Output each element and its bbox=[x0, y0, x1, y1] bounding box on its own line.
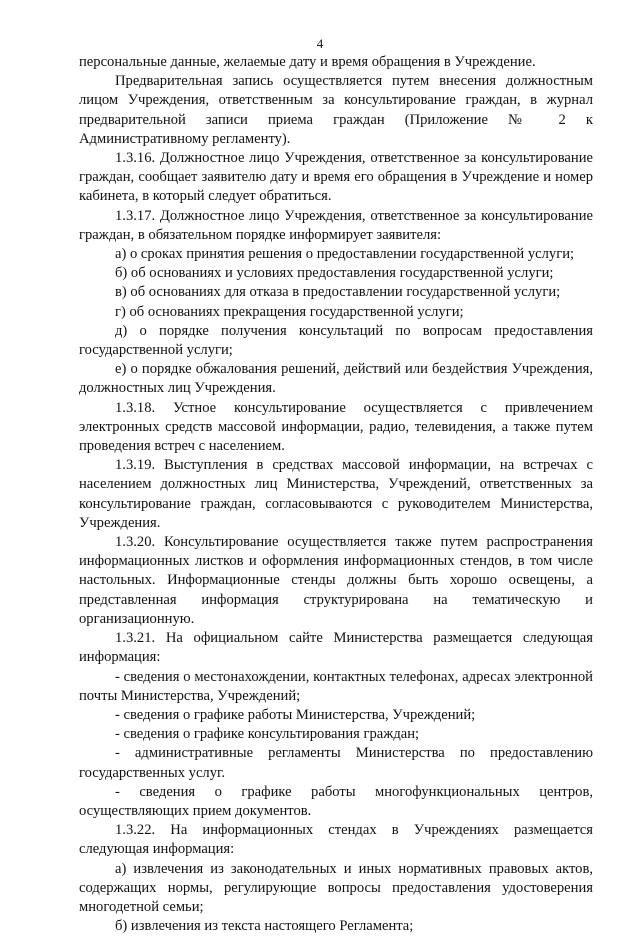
list-item: - сведения о графике консультирования граждан; bbox=[115, 726, 420, 743]
paragraph: 1.3.19. Выступления в средствах массовой информации, на встречах с населением должностных лиц Министерства, Учреждений, ответственных за консультирование граждан, согласовываются с руководителем Министерства, Учреждения. bbox=[79, 457, 593, 531]
paragraph: 1.3.20. Консультирование осуществляется также путем распространения информационных листков и оформления информационных стендов, в том числе настольных. Информационные стенды должны быть хорошо освещены, а представленная информация структурирована на тематическую и организационную. bbox=[79, 534, 593, 627]
page-number: 4 bbox=[316, 36, 324, 51]
list-item: е) о порядке обжалования решений, действий или бездействия Учреждения, должностных лиц Учреждения. bbox=[79, 361, 593, 397]
list-item: - сведения о графике работы Министерства, Учреждений; bbox=[115, 706, 476, 723]
list-item: - административные регламенты Министерства по предоставлению государственных услуг. bbox=[79, 745, 593, 781]
list-item: а) о сроках принятия решения о предоставлении государственной услуги; bbox=[115, 246, 575, 263]
paragraph: 1.3.22. На информационных стендах в Учреждениях размещается следующая информация: bbox=[79, 822, 593, 858]
list-item: б) об основаниях и условиях предоставления государственной услуги; bbox=[115, 265, 554, 282]
paragraph: 1.3.16. Должностное лицо Учреждения, ответственное за консультирование граждан, сообщает заявителю дату и время его обращения в Учреждение и номер кабинета, в который следует обратиться. bbox=[79, 150, 593, 205]
list-item: - сведения о местонахождении, контактных телефонах, адресах электронной почты Министерства, Учреждений; bbox=[79, 668, 593, 704]
paragraph: Предварительная запись осуществляется путем внесения должностным лицом Учреждения, ответственным за консультирование граждан, в журнал предварительной записи приема граждан (Приложение № 2 к Административному регламенту). bbox=[79, 73, 593, 147]
paragraph: 1.3.17. Должностное лицо Учреждения, ответственное за консультирование граждан, в обязательном порядке информирует заявителя: bbox=[79, 207, 593, 243]
document-body bbox=[79, 53, 593, 936]
list-item: - сведения о графике работы многофункциональных центров, осуществляющих прием документов. bbox=[79, 783, 593, 819]
list-item: а) извлечения из законодательных и иных нормативных правовых актов, содержащих нормы, регулирующие вопросы предоставления удостоверения многодетной семьи; bbox=[79, 860, 593, 915]
paragraph: персональные данные, желаемые дату и время обращения в Учреждение. bbox=[79, 54, 536, 70]
list-item: б) извлечения из текста настоящего Регламента; bbox=[115, 918, 414, 935]
list-item: в) об основаниях для отказа в предоставлении государственной услуги; bbox=[115, 284, 561, 301]
list-item: д) о порядке получения консультаций по вопросам предоставления государственной услуги; bbox=[79, 322, 593, 359]
paragraph: 1.3.18. Устное консультирование осуществляется с привлечением электронных средств массовой информации, радио, телевидения, а также путем проведения встреч с населением. bbox=[79, 399, 593, 455]
paragraph: 1.3.21. На официальном сайте Министерства размещается следующая информация: bbox=[79, 630, 593, 666]
list-item: г) об основаниях прекращения государственной услуги; bbox=[115, 303, 464, 320]
